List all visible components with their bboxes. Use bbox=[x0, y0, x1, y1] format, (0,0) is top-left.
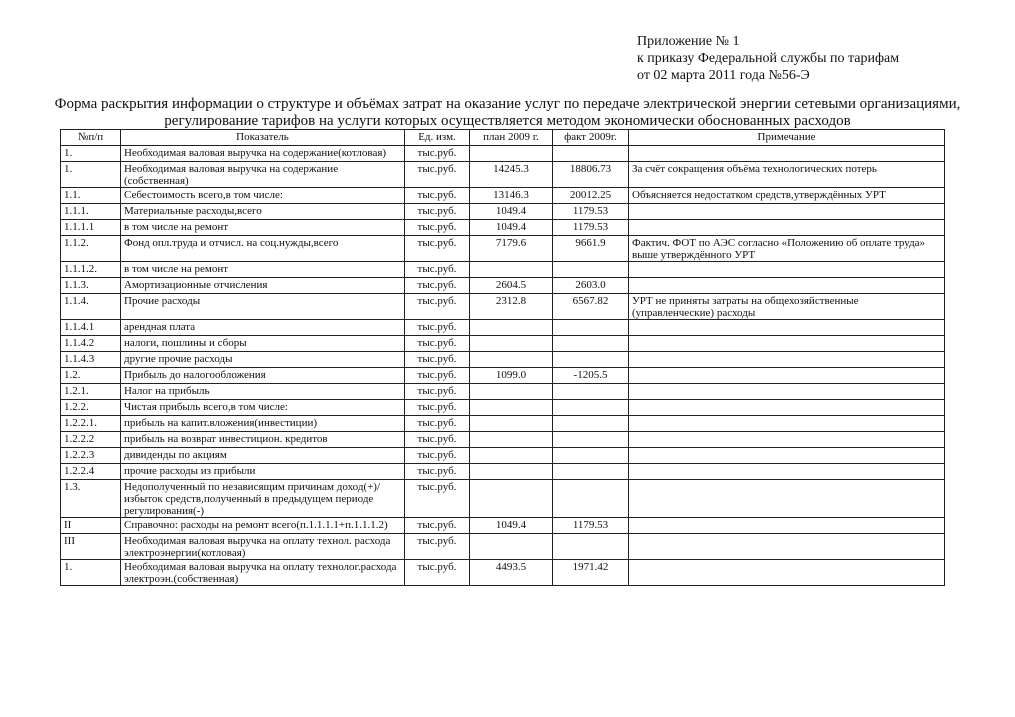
table-row bbox=[61, 294, 945, 320]
cell-unit: тыс.руб. bbox=[405, 368, 470, 384]
cell-plan: 1099.0 bbox=[470, 368, 553, 384]
cell-num: 1.2.1. bbox=[61, 384, 121, 400]
cell-num: 1.1.3. bbox=[61, 278, 121, 294]
appendix-order-ref: к приказу Федеральной службы по тарифам bbox=[637, 51, 900, 66]
cell-unit: тыс.руб. bbox=[405, 480, 470, 518]
table-row bbox=[61, 146, 945, 162]
cell-unit: тыс.руб. bbox=[405, 384, 470, 400]
cell-indicator: Амортизационные отчисления bbox=[121, 278, 405, 294]
cell-indicator: Недополученный по независящим причинам доход(+)/избыток средств,полученный в предыдущем периоде регулирования(-) bbox=[121, 480, 405, 518]
table-row bbox=[61, 162, 945, 188]
cell-unit: тыс.руб. bbox=[405, 204, 470, 220]
cell-fact: -1205.5 bbox=[553, 368, 629, 384]
cell-plan bbox=[470, 262, 553, 278]
cell-num: 1.2. bbox=[61, 368, 121, 384]
cell-note bbox=[629, 464, 945, 480]
table-row bbox=[61, 352, 945, 368]
cell-note bbox=[629, 220, 945, 236]
cell-note: Объясняется недостатком средств,утверждённых УРТ bbox=[629, 188, 945, 204]
cell-plan: 1049.4 bbox=[470, 518, 553, 534]
cell-unit: тыс.руб. bbox=[405, 352, 470, 368]
cell-note bbox=[629, 352, 945, 368]
cell-plan: 2604.5 bbox=[470, 278, 553, 294]
cell-unit: тыс.руб. bbox=[405, 278, 470, 294]
table-row bbox=[61, 480, 945, 518]
cell-note bbox=[629, 480, 945, 518]
cell-num: 1.2.2.4 bbox=[61, 464, 121, 480]
cell-indicator: дивиденды по акциям bbox=[121, 448, 405, 464]
cell-plan bbox=[470, 534, 553, 560]
cell-fact: 1179.53 bbox=[553, 518, 629, 534]
cell-plan bbox=[470, 448, 553, 464]
cell-fact bbox=[553, 146, 629, 162]
table-body bbox=[61, 146, 945, 586]
cell-note bbox=[629, 336, 945, 352]
cell-indicator: Прибыль до налогообложения bbox=[121, 368, 405, 384]
appendix-number: Приложение № 1 bbox=[637, 34, 740, 49]
cell-note bbox=[629, 518, 945, 534]
cell-note: УРТ не приняты затраты на общехозяйственные (управленческие) расходы bbox=[629, 294, 945, 320]
cell-unit: тыс.руб. bbox=[405, 518, 470, 534]
cell-indicator: другие прочие расходы bbox=[121, 352, 405, 368]
cell-fact bbox=[553, 534, 629, 560]
cell-indicator: Необходимая валовая выручка на оплату технолог.расхода электроэн.(собственная) bbox=[121, 560, 405, 586]
cell-num: 1.2.2.2 bbox=[61, 432, 121, 448]
cell-unit: тыс.руб. bbox=[405, 464, 470, 480]
cell-note bbox=[629, 368, 945, 384]
cell-fact bbox=[553, 320, 629, 336]
cell-indicator: прибыль на возврат инвестицион. кредитов bbox=[121, 432, 405, 448]
cell-unit: тыс.руб. bbox=[405, 146, 470, 162]
appendix-header bbox=[637, 33, 899, 84]
cell-plan bbox=[470, 432, 553, 448]
cell-fact bbox=[553, 262, 629, 278]
cell-num: 1. bbox=[61, 560, 121, 586]
cell-num: 1.2.2.3 bbox=[61, 448, 121, 464]
cell-note bbox=[629, 278, 945, 294]
cell-indicator: арендная плата bbox=[121, 320, 405, 336]
cell-num: 1. bbox=[61, 162, 121, 188]
table-row bbox=[61, 278, 945, 294]
cell-note bbox=[629, 534, 945, 560]
cell-note bbox=[629, 146, 945, 162]
cell-num: 1.1.1.1 bbox=[61, 220, 121, 236]
cell-unit: тыс.руб. bbox=[405, 320, 470, 336]
table-row bbox=[61, 204, 945, 220]
cell-num: 1.3. bbox=[61, 480, 121, 518]
table-row bbox=[61, 384, 945, 400]
header-plan-2009: план 2009 г. bbox=[470, 130, 553, 146]
cell-note: За счёт сокращения объёма технологических потерь bbox=[629, 162, 945, 188]
cell-indicator: налоги, пошлины и сборы bbox=[121, 336, 405, 352]
cell-note bbox=[629, 320, 945, 336]
cell-fact bbox=[553, 432, 629, 448]
document-title bbox=[0, 96, 1015, 130]
cell-plan: 7179.6 bbox=[470, 236, 553, 262]
cell-unit: тыс.руб. bbox=[405, 336, 470, 352]
cell-fact: 18806.73 bbox=[553, 162, 629, 188]
cell-plan: 2312.8 bbox=[470, 294, 553, 320]
cell-note bbox=[629, 400, 945, 416]
cell-plan: 14245.3 bbox=[470, 162, 553, 188]
cell-plan: 4493.5 bbox=[470, 560, 553, 586]
cell-note bbox=[629, 262, 945, 278]
cell-fact: 20012.25 bbox=[553, 188, 629, 204]
cell-fact: 1179.53 bbox=[553, 220, 629, 236]
cell-unit: тыс.руб. bbox=[405, 400, 470, 416]
appendix-order-date: от 02 марта 2011 года №56-Э bbox=[637, 68, 810, 83]
cell-indicator: Чистая прибыль всего,в том числе: bbox=[121, 400, 405, 416]
table-row bbox=[61, 220, 945, 236]
cell-plan bbox=[470, 400, 553, 416]
table-row bbox=[61, 560, 945, 586]
cell-fact bbox=[553, 352, 629, 368]
header-fact-2009: факт 2009г. bbox=[553, 130, 629, 146]
cell-fact bbox=[553, 336, 629, 352]
cell-indicator: Необходимая валовая выручка на оплату технол. расхода электроэнергии(котловая) bbox=[121, 534, 405, 560]
cell-note bbox=[629, 416, 945, 432]
cell-unit: тыс.руб. bbox=[405, 432, 470, 448]
cell-plan: 1049.4 bbox=[470, 204, 553, 220]
table-row bbox=[61, 236, 945, 262]
header-indicator: Показатель bbox=[121, 130, 405, 146]
cell-fact bbox=[553, 416, 629, 432]
cell-fact bbox=[553, 384, 629, 400]
cell-indicator: Необходимая валовая выручка на содержание(котловая) bbox=[121, 146, 405, 162]
cell-indicator: прибыль на капит.вложения(инвестиции) bbox=[121, 416, 405, 432]
cell-num: II bbox=[61, 518, 121, 534]
table-row bbox=[61, 320, 945, 336]
table-row bbox=[61, 534, 945, 560]
cell-num: 1.1.4.1 bbox=[61, 320, 121, 336]
cell-fact bbox=[553, 448, 629, 464]
table-row bbox=[61, 518, 945, 534]
cell-fact bbox=[553, 464, 629, 480]
cell-num: 1.1.4. bbox=[61, 294, 121, 320]
cell-num: 1.1.2. bbox=[61, 236, 121, 262]
cell-note: Фактич. ФОТ по АЭС согласно «Положению об оплате труда» выше утверждённого УРТ bbox=[629, 236, 945, 262]
cell-plan bbox=[470, 320, 553, 336]
cell-num: 1.2.2.1. bbox=[61, 416, 121, 432]
table-row bbox=[61, 262, 945, 278]
cell-fact: 1179.53 bbox=[553, 204, 629, 220]
cell-fact: 6567.82 bbox=[553, 294, 629, 320]
cell-indicator: прочие расходы из прибыли bbox=[121, 464, 405, 480]
cell-plan bbox=[470, 384, 553, 400]
cell-indicator: Налог на прибыль bbox=[121, 384, 405, 400]
cell-plan: 13146.3 bbox=[470, 188, 553, 204]
table-row bbox=[61, 336, 945, 352]
cell-plan bbox=[470, 336, 553, 352]
cell-unit: тыс.руб. bbox=[405, 220, 470, 236]
header-note: Примечание bbox=[629, 130, 945, 146]
cell-indicator: в том числе на ремонт bbox=[121, 220, 405, 236]
cell-indicator: Фонд опл.труда и отчисл. на соц.нужды,всего bbox=[121, 236, 405, 262]
table-row bbox=[61, 464, 945, 480]
cell-note bbox=[629, 448, 945, 464]
table-row bbox=[61, 416, 945, 432]
cell-unit: тыс.руб. bbox=[405, 236, 470, 262]
cell-unit: тыс.руб. bbox=[405, 416, 470, 432]
cell-indicator: Себестоимость всего,в том числе: bbox=[121, 188, 405, 204]
cell-fact bbox=[553, 480, 629, 518]
cell-fact: 2603.0 bbox=[553, 278, 629, 294]
cell-note bbox=[629, 204, 945, 220]
cell-unit: тыс.руб. bbox=[405, 262, 470, 278]
cell-num: 1.1.1. bbox=[61, 204, 121, 220]
cell-note bbox=[629, 432, 945, 448]
header-unit: Ед. изм. bbox=[405, 130, 470, 146]
document-title-line-2: регулирование тарифов на услуги которых осуществляется методом экономически обоснованных расходов bbox=[164, 113, 851, 129]
cell-fact bbox=[553, 400, 629, 416]
cell-num: 1.1.4.3 bbox=[61, 352, 121, 368]
cell-note bbox=[629, 384, 945, 400]
cell-plan bbox=[470, 464, 553, 480]
cell-unit: тыс.руб. bbox=[405, 162, 470, 188]
cell-unit: тыс.руб. bbox=[405, 188, 470, 204]
table-row bbox=[61, 188, 945, 204]
cell-num: 1.1.1.2. bbox=[61, 262, 121, 278]
cell-plan bbox=[470, 480, 553, 518]
cell-indicator: Материальные расходы,всего bbox=[121, 204, 405, 220]
cell-indicator: Справочно: расходы на ремонт всего(п.1.1.1.1+п.1.1.1.2) bbox=[121, 518, 405, 534]
cell-num: 1. bbox=[61, 146, 121, 162]
table-row bbox=[61, 400, 945, 416]
table-row bbox=[61, 368, 945, 384]
cell-unit: тыс.руб. bbox=[405, 294, 470, 320]
table-row bbox=[61, 432, 945, 448]
table-header-row bbox=[61, 130, 945, 146]
cell-plan: 1049.4 bbox=[470, 220, 553, 236]
cell-plan bbox=[470, 146, 553, 162]
cell-note bbox=[629, 560, 945, 586]
cell-indicator: в том числе на ремонт bbox=[121, 262, 405, 278]
cell-indicator: Необходимая валовая выручка на содержание (собственная) bbox=[121, 162, 405, 188]
cell-unit: тыс.руб. bbox=[405, 448, 470, 464]
cell-num: III bbox=[61, 534, 121, 560]
table-row bbox=[61, 448, 945, 464]
cell-fact: 1971.42 bbox=[553, 560, 629, 586]
cell-num: 1.2.2. bbox=[61, 400, 121, 416]
cell-plan bbox=[470, 416, 553, 432]
header-num: №п/п bbox=[61, 130, 121, 146]
document-title-line-1: Форма раскрытия информации о структуре и объёмах затрат на оказание услуг по передаче электрической энергии сетевыми организациями, bbox=[54, 96, 961, 112]
cell-unit: тыс.руб. bbox=[405, 560, 470, 586]
cell-num: 1.1. bbox=[61, 188, 121, 204]
cell-indicator: Прочие расходы bbox=[121, 294, 405, 320]
cost-structure-table bbox=[60, 129, 945, 586]
cell-plan bbox=[470, 352, 553, 368]
cell-unit: тыс.руб. bbox=[405, 534, 470, 560]
cell-fact: 9661.9 bbox=[553, 236, 629, 262]
cell-num: 1.1.4.2 bbox=[61, 336, 121, 352]
